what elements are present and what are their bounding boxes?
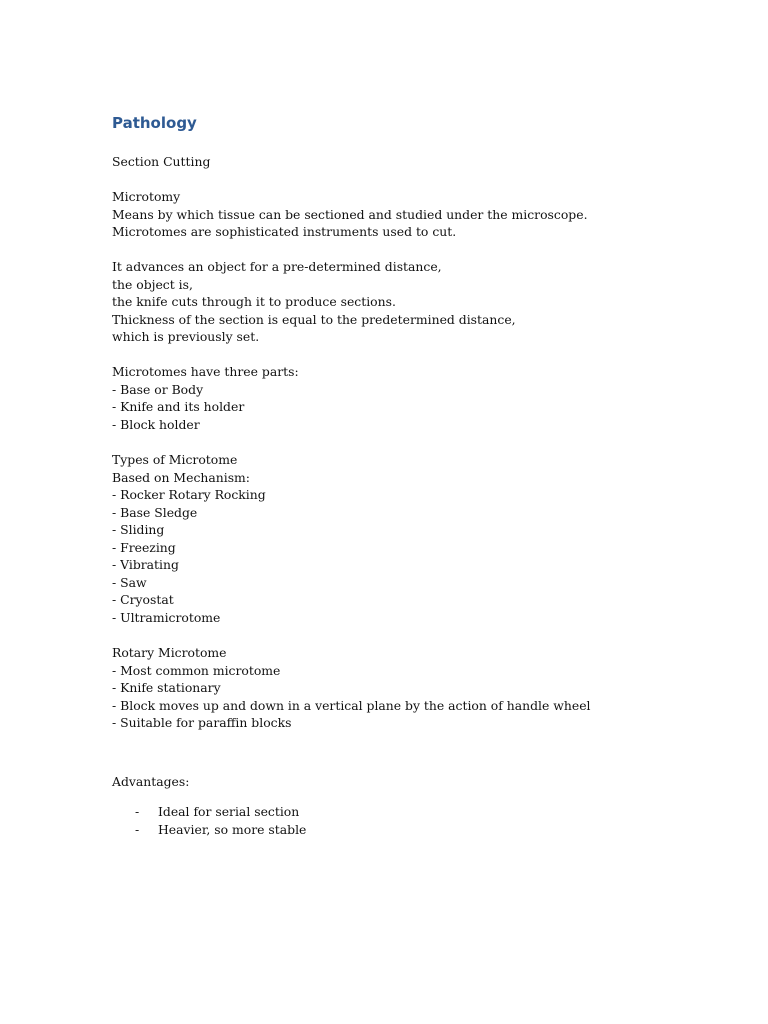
rotary-item: - Block moves up and down in a vertical plane by the action of handle wheel: [112, 697, 591, 713]
principle-line: Thickness of the section is equal to the predetermined distance,: [112, 311, 516, 327]
principle-line: the knife cuts through it to produce sections.: [112, 294, 396, 309]
parts-item: - Base or Body: [112, 381, 204, 397]
types-title: Types of Microtome: [112, 452, 238, 467]
rotary-block: [112, 644, 591, 732]
types-subtitle: Based on Mechanism:: [112, 469, 250, 485]
types-item: - Base Sledge: [112, 504, 198, 520]
parts-title: Microtomes have three parts:: [112, 364, 299, 379]
types-item: - Saw: [112, 574, 147, 590]
principle-line: It advances an object for a pre-determined distance,: [112, 259, 442, 274]
section-title-block: [112, 153, 210, 171]
bullet-dash: -: [135, 822, 140, 837]
microtomy-block: [112, 188, 588, 241]
microtomy-line: Means by which tissue can be sectioned and studied under the microscope.: [112, 206, 588, 222]
principle-block: [112, 258, 516, 346]
types-block: [112, 451, 266, 626]
parts-block: [112, 363, 299, 433]
bullet-dash: -: [135, 804, 140, 819]
rotary-item: - Suitable for paraffin blocks: [112, 715, 292, 730]
page-title: Pathology: [112, 114, 197, 132]
principle-line: which is previously set.: [112, 329, 260, 344]
parts-item: - Knife and its holder: [112, 399, 245, 414]
rotary-item: - Knife stationary: [112, 680, 221, 695]
parts-item: - Block holder: [112, 416, 200, 432]
advantages-block: [112, 773, 189, 791]
advantage-text: Ideal for serial section: [158, 804, 300, 819]
types-item: - Vibrating: [112, 557, 179, 572]
microtomy-title: Microtomy: [112, 189, 181, 204]
types-item: - Ultramicrotome: [112, 609, 221, 625]
section-title: Section Cutting: [112, 154, 211, 169]
advantages-title: Advantages:: [112, 774, 190, 789]
rotary-title: Rotary Microtome: [112, 645, 227, 660]
rotary-item: - Most common microtome: [112, 662, 281, 678]
advantage-text: Heavier, so more stable: [158, 822, 307, 837]
principle-line: the object is,: [112, 276, 193, 292]
types-item: - Cryostat: [112, 592, 174, 607]
types-item: - Freezing: [112, 539, 176, 555]
types-item: - Sliding: [112, 522, 165, 537]
types-item: - Rocker Rotary Rocking: [112, 487, 266, 502]
microtomy-line: Microtomes are sophisticated instruments used to cut.: [112, 224, 457, 239]
